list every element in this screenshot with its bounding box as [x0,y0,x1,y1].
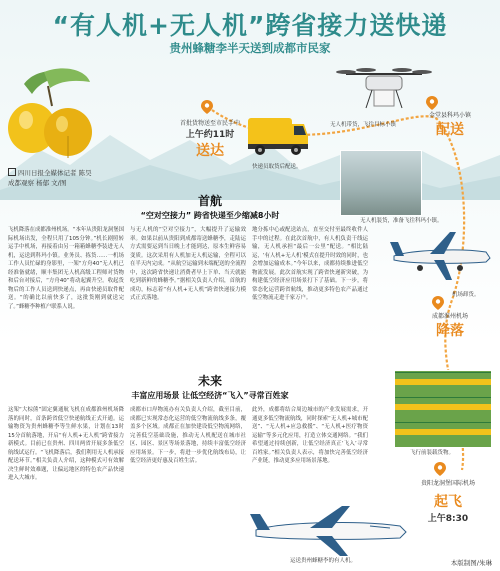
delivery-truck-image [246,112,310,158]
section-future-title: 未来 [197,374,222,388]
loading-drone-photo [340,150,422,216]
plane-unloading-image [390,226,494,288]
headline: “有人机+无人机”跨省接力送快递 [52,11,448,40]
section-future-col2: 成都市口岸物流办有关负责人介绍，截至目前，成都已实现常态化运营的低空物流航线多条，覆盖多个区域。成都正在加快建设低空物流网络，完善低空基础设施，推动无人机配送在城市社区、园区、景区等场景落地，持续丰富低空经济应用场景。下一步，将进一步优化航线布局，让低空经济更好惠及百姓生活。 [130,407,246,464]
location-pin-icon [426,96,438,110]
plum-fruit-illustration [4,66,96,162]
route-node-distribution-label: 金堂县科玛小镇 [428,112,471,119]
section-future-subtitle: 丰富应用场景 让低空经济“飞入”寻常百姓家 [131,391,289,400]
section-future-col1: 这架“大棕熊”固定翼通航飞机在成都淮州机场降落的同时，首条跨省低空快递航线正式开通。运输物资为贵州蜂糖李等生鲜水果，计划在13时15分首航落地，开启“有人机+无人机”跨省接力新模式。目前已在贵州、四川两省开展多条低空航线试运行。“飞机降落后，我们利用无人机承接配送环节。”相关负责人介绍，这种模式可有效解决生鲜时效难题，让偏远地区的特色农产品快速进入大城市。 [8,407,124,481]
route-node-landing [412,311,488,340]
route-node-takeoff-time: 上午8:30 [427,514,469,524]
fruit-boxes-photo [394,370,492,448]
section-first-flight-col1: 飞机降落在成都淮州机场。“本年从贵阳龙洞堡国际机场出发，全程只用了105分钟。”机长剧照转运手中机场，再接着由另一箱箱蜂糖李装进无人机，运送到科玛小镇。业务员、拣货……一机场工作人员忙碌的身影里，一架“方舟40”无人机已经准备就绪，顺丰集团无人机高级工程师对货物和后台对接后，“方舟40”将动起翼升空。收起货物后的工作人员送到快递点，再由快递员取件配送。“的确比以前快多了，这批货刚到就送完了。”蜂糖李种植户联系人说。 [8,227,124,310]
route-node-takeoff [400,478,496,524]
manned-plane-caption: 运送贵州蜂糖李的有人机。 [290,558,357,564]
route-node-takeoff-label: 贵阳龙洞堡国际机场 [420,480,475,487]
route-node-takeoff-stage: 起飞 [434,494,462,510]
section-first-flight-subtitle: “空对空接力” 跨省快递至少缩减8小时 [140,211,280,220]
byline-reporter: 四川日报全媒体记者 陈昊 [18,169,92,177]
loading-drone-caption: 无人机装货，准备飞往科玛小镇。 [360,218,443,224]
byline [8,168,92,188]
truck-caption: 快递员取货后配送。 [252,164,302,170]
section-first-flight-col3: 地分拣中心或配送站点，直至交付至最终收件人手中的过程。在此次首航中，有人机负责干线运输，无人机承担“最后一公里”配送。“相比陆运，‘有人机+无人机’模式在提升时效的同时，也会增加运输成本。”今年以来，成都持续推进低空物流发展。此次首航实现了跨省快递新突破，为构建低空经济应用场景打下了基础。下一步，将常态化运营跨省航线，推动更多特色农产品通过低空物流走进千家万户。 [252,227,368,301]
location-pin-icon [434,462,446,476]
subheadline: 贵州蜂糖李半天送到成都市民家 [169,41,331,55]
drone-caption: 无人机带货，飞往目标小镇 [330,122,397,128]
route-node-distribution-stage: 配送 [436,122,464,138]
location-pin-icon [201,100,213,114]
route-node-delivered [170,118,250,160]
manned-cargo-plane-image [250,500,410,560]
plane-unloading-caption: 机场卸货。 [452,292,480,298]
route-node-landing-label: 成都淮州机场 [431,313,468,320]
location-pin-icon [432,296,444,310]
byline-authors: 成都观察 杨郁 文/图 [8,179,67,187]
fruit-boxes-caption: 飞行前装载货物。 [410,450,455,456]
route-node-distribution [410,110,490,139]
route-node-landing-stage: 降落 [436,323,464,339]
section-first-flight-col2: 与无人机的“空对空接力”，大幅提升了运输效率。如果以前从贵阳到成都寄送蜂糖李，走陆运方式需要运到当日晚上才能到达，原本生鲜容易变质。这次采用有人机加无人机运输，全程可以在半天内完成。“从航空运输到末端配送的全流程中，这次跨省快递让消费者早上下单、当天就能吃到新鲜的蜂糖李。”据相关负责人介绍，首航的成功，标志着“有人机+无人机”跨省快递接力模式正式落地。 [130,227,246,301]
byline-marker [8,168,16,176]
route-node-delivered-stage: 送达 [196,143,224,159]
section-first-flight-title: 首航 [197,194,222,208]
graphic-credit: 本版制图/朱琳 [450,559,492,567]
route-node-delivered-label: 首批货物送至市民手中 [179,120,240,127]
section-future-col3: 此外，成都将结合周边城市的产业发展需求，开通更多低空物流航线，同时探索“无人机+城市配送”、“无人机+应急救援”、“无人机+医疗物资运输”等多元化应用，打造立体交通网络。“我们希望通过持续创新，让低空经济真正‘飞入’寻常百姓家。”相关负责人表示，将加快完善低空经济产业链，推动更多应用场景落地。 [252,407,368,464]
route-node-delivered-time: 上午约11时 [185,130,235,140]
